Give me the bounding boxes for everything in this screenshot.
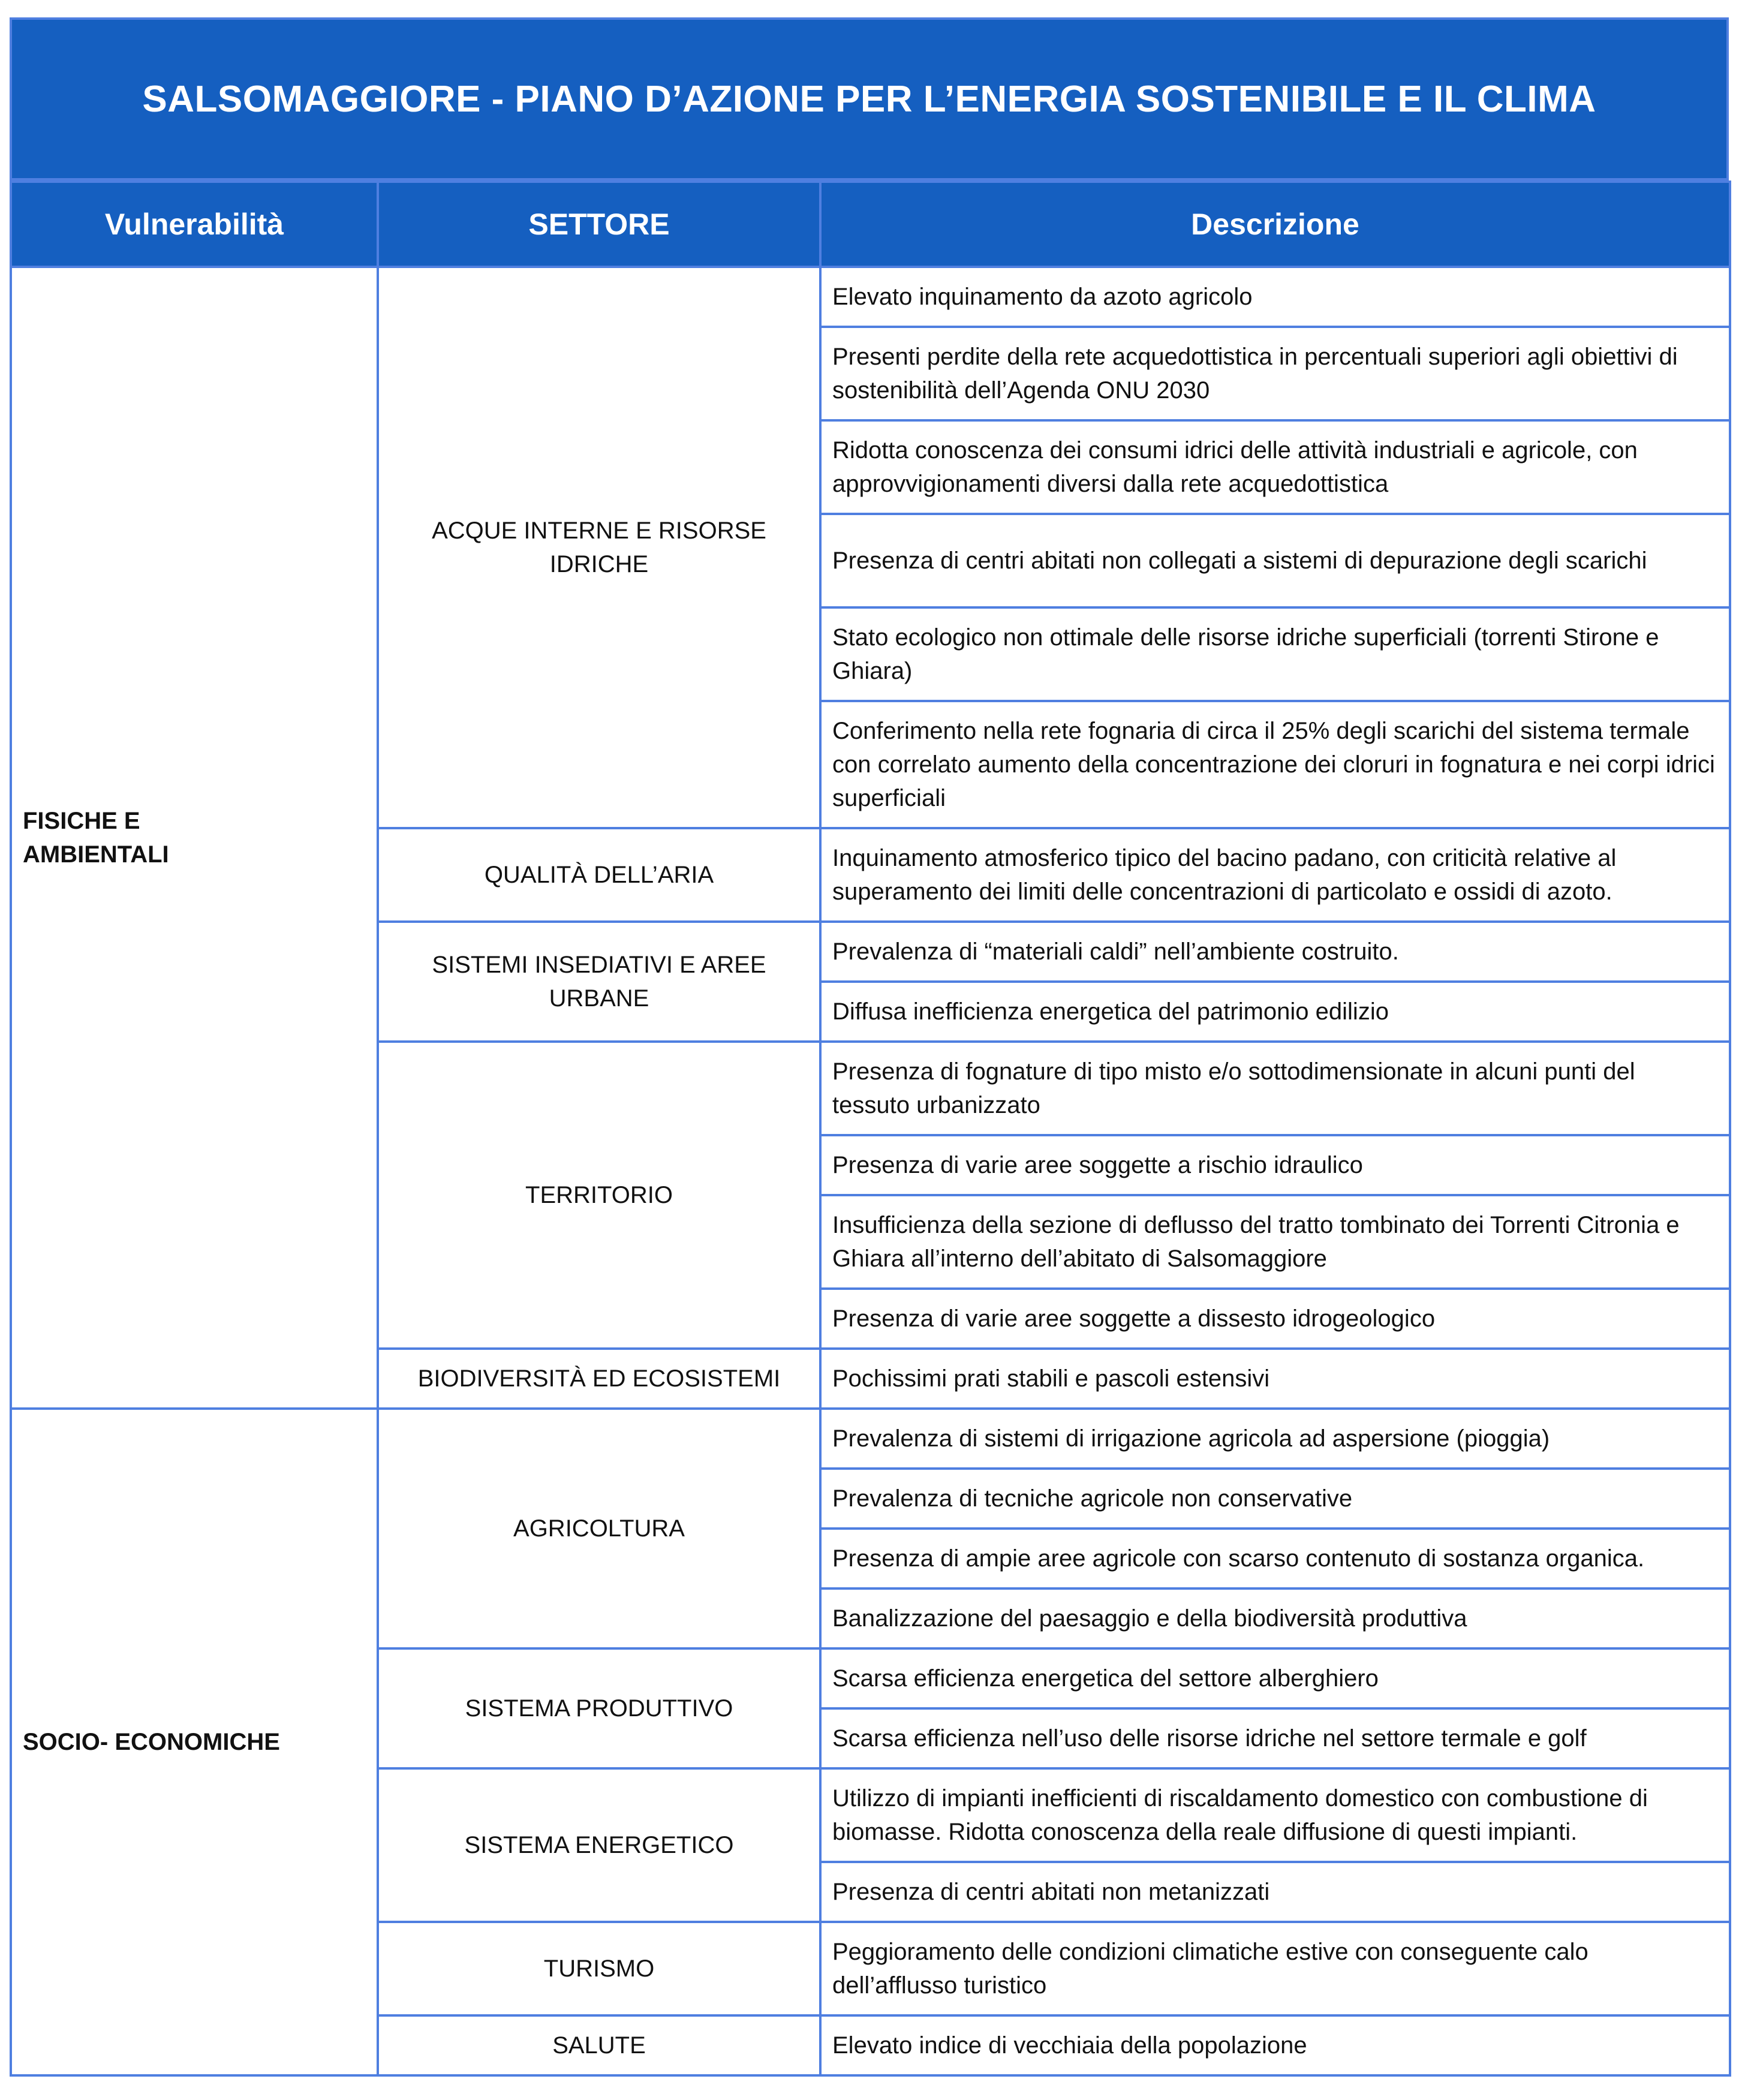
description-cell: Scarsa efficienza energetica del settore alberghiero (820, 1648, 1730, 1708)
vulnerability-cell: SOCIO- ECONOMICHE (11, 1409, 378, 2075)
description-cell: Diffusa inefficienza energetica del patrimonio edilizio (820, 982, 1730, 1042)
description-cell: Banalizzazione del paesaggio e della biodiversità produttiva (820, 1588, 1730, 1648)
header-descrizione: Descrizione (820, 182, 1730, 267)
settore-cell: TERRITORIO (378, 1042, 820, 1349)
settore-cell: SISTEMI INSEDIATIVI E AREE URBANE (378, 922, 820, 1042)
description-cell: Elevato indice di vecchiaia della popolazione (820, 2015, 1730, 2075)
settore-cell: SALUTE (378, 2015, 820, 2075)
description-cell: Presenza di ampie aree agricole con scarso contenuto di sostanza organica. (820, 1529, 1730, 1588)
description-cell: Pochissimi prati stabili e pascoli estensivi (820, 1349, 1730, 1409)
description-cell: Presenza di fognature di tipo misto e/o sottodimensionate in alcuni punti del tessuto urbanizzato (820, 1042, 1730, 1135)
header-settore: SETTORE (378, 182, 820, 267)
table-title: SALSOMAGGIORE - PIANO D’AZIONE PER L’ENERGIA SOSTENIBILE E IL CLIMA (10, 17, 1729, 180)
vulnerability-cell: FISICHE E AMBIENTALI (11, 267, 378, 1409)
description-cell: Presenza di centri abitati non collegati a sistemi di depurazione degli scarichi (820, 514, 1730, 607)
description-cell: Presenti perdite della rete acquedottistica in percentuali superiori agli obiettivi di sostenibilità dell’Agenda ONU 2030 (820, 327, 1730, 420)
vulnerability-grid (10, 180, 1731, 2077)
description-cell: Peggioramento delle condizioni climatiche estive con conseguente calo dell’afflusso turistico (820, 1922, 1730, 2015)
table-row (11, 267, 1730, 327)
vulnerability-table (10, 17, 1729, 2077)
description-cell: Presenza di varie aree soggette a rischio idraulico (820, 1135, 1730, 1195)
settore-cell: ACQUE INTERNE E RISORSE IDRICHE (378, 267, 820, 828)
description-cell: Scarsa efficienza nell’uso delle risorse idriche nel settore termale e golf (820, 1708, 1730, 1768)
settore-cell: AGRICOLTURA (378, 1409, 820, 1648)
description-cell: Elevato inquinamento da azoto agricolo (820, 267, 1730, 327)
table-row (11, 1409, 1730, 1469)
description-cell: Prevalenza di sistemi di irrigazione agricola ad aspersione (pioggia) (820, 1409, 1730, 1469)
description-cell: Presenza di centri abitati non metanizzati (820, 1862, 1730, 1922)
settore-cell: TURISMO (378, 1922, 820, 2015)
description-cell: Prevalenza di “materiali caldi” nell’ambiente costruito. (820, 922, 1730, 982)
description-cell: Insufficienza della sezione di deflusso del tratto tombinato dei Torrenti Citronia e Ghiara all’interno dell’abitato di Salsomaggiore (820, 1195, 1730, 1289)
description-cell: Utilizzo di impianti inefficienti di riscaldamento domestico con combustione di biomasse. Ridotta conoscenza della reale diffusione di questi impianti. (820, 1768, 1730, 1862)
settore-cell: SISTEMA PRODUTTIVO (378, 1648, 820, 1768)
settore-cell: BIODIVERSITÀ ED ECOSISTEMI (378, 1349, 820, 1409)
description-cell: Prevalenza di tecniche agricole non conservative (820, 1469, 1730, 1529)
header-row (11, 182, 1730, 267)
description-cell: Stato ecologico non ottimale delle risorse idriche superficiali (torrenti Stirone e Ghiara) (820, 607, 1730, 701)
description-cell: Ridotta conoscenza dei consumi idrici delle attività industriali e agricole, con approvvigionamenti diversi dalla rete acquedottistica (820, 420, 1730, 514)
description-cell: Presenza di varie aree soggette a dissesto idrogeologico (820, 1289, 1730, 1349)
settore-cell: QUALITÀ DELL’ARIA (378, 828, 820, 922)
description-cell: Conferimento nella rete fognaria di circa il 25% degli scarichi del sistema termale con correlato aumento della concentrazione dei cloruri in fognatura e nei corpi idrici superficiali (820, 701, 1730, 828)
description-cell: Inquinamento atmosferico tipico del bacino padano, con criticità relative al superamento dei limiti delle concentrazioni di particolato e ossidi di azoto. (820, 828, 1730, 922)
table-body (11, 267, 1730, 2075)
header-vulnerabilita: Vulnerabilità (11, 182, 378, 267)
settore-cell: SISTEMA ENERGETICO (378, 1768, 820, 1922)
